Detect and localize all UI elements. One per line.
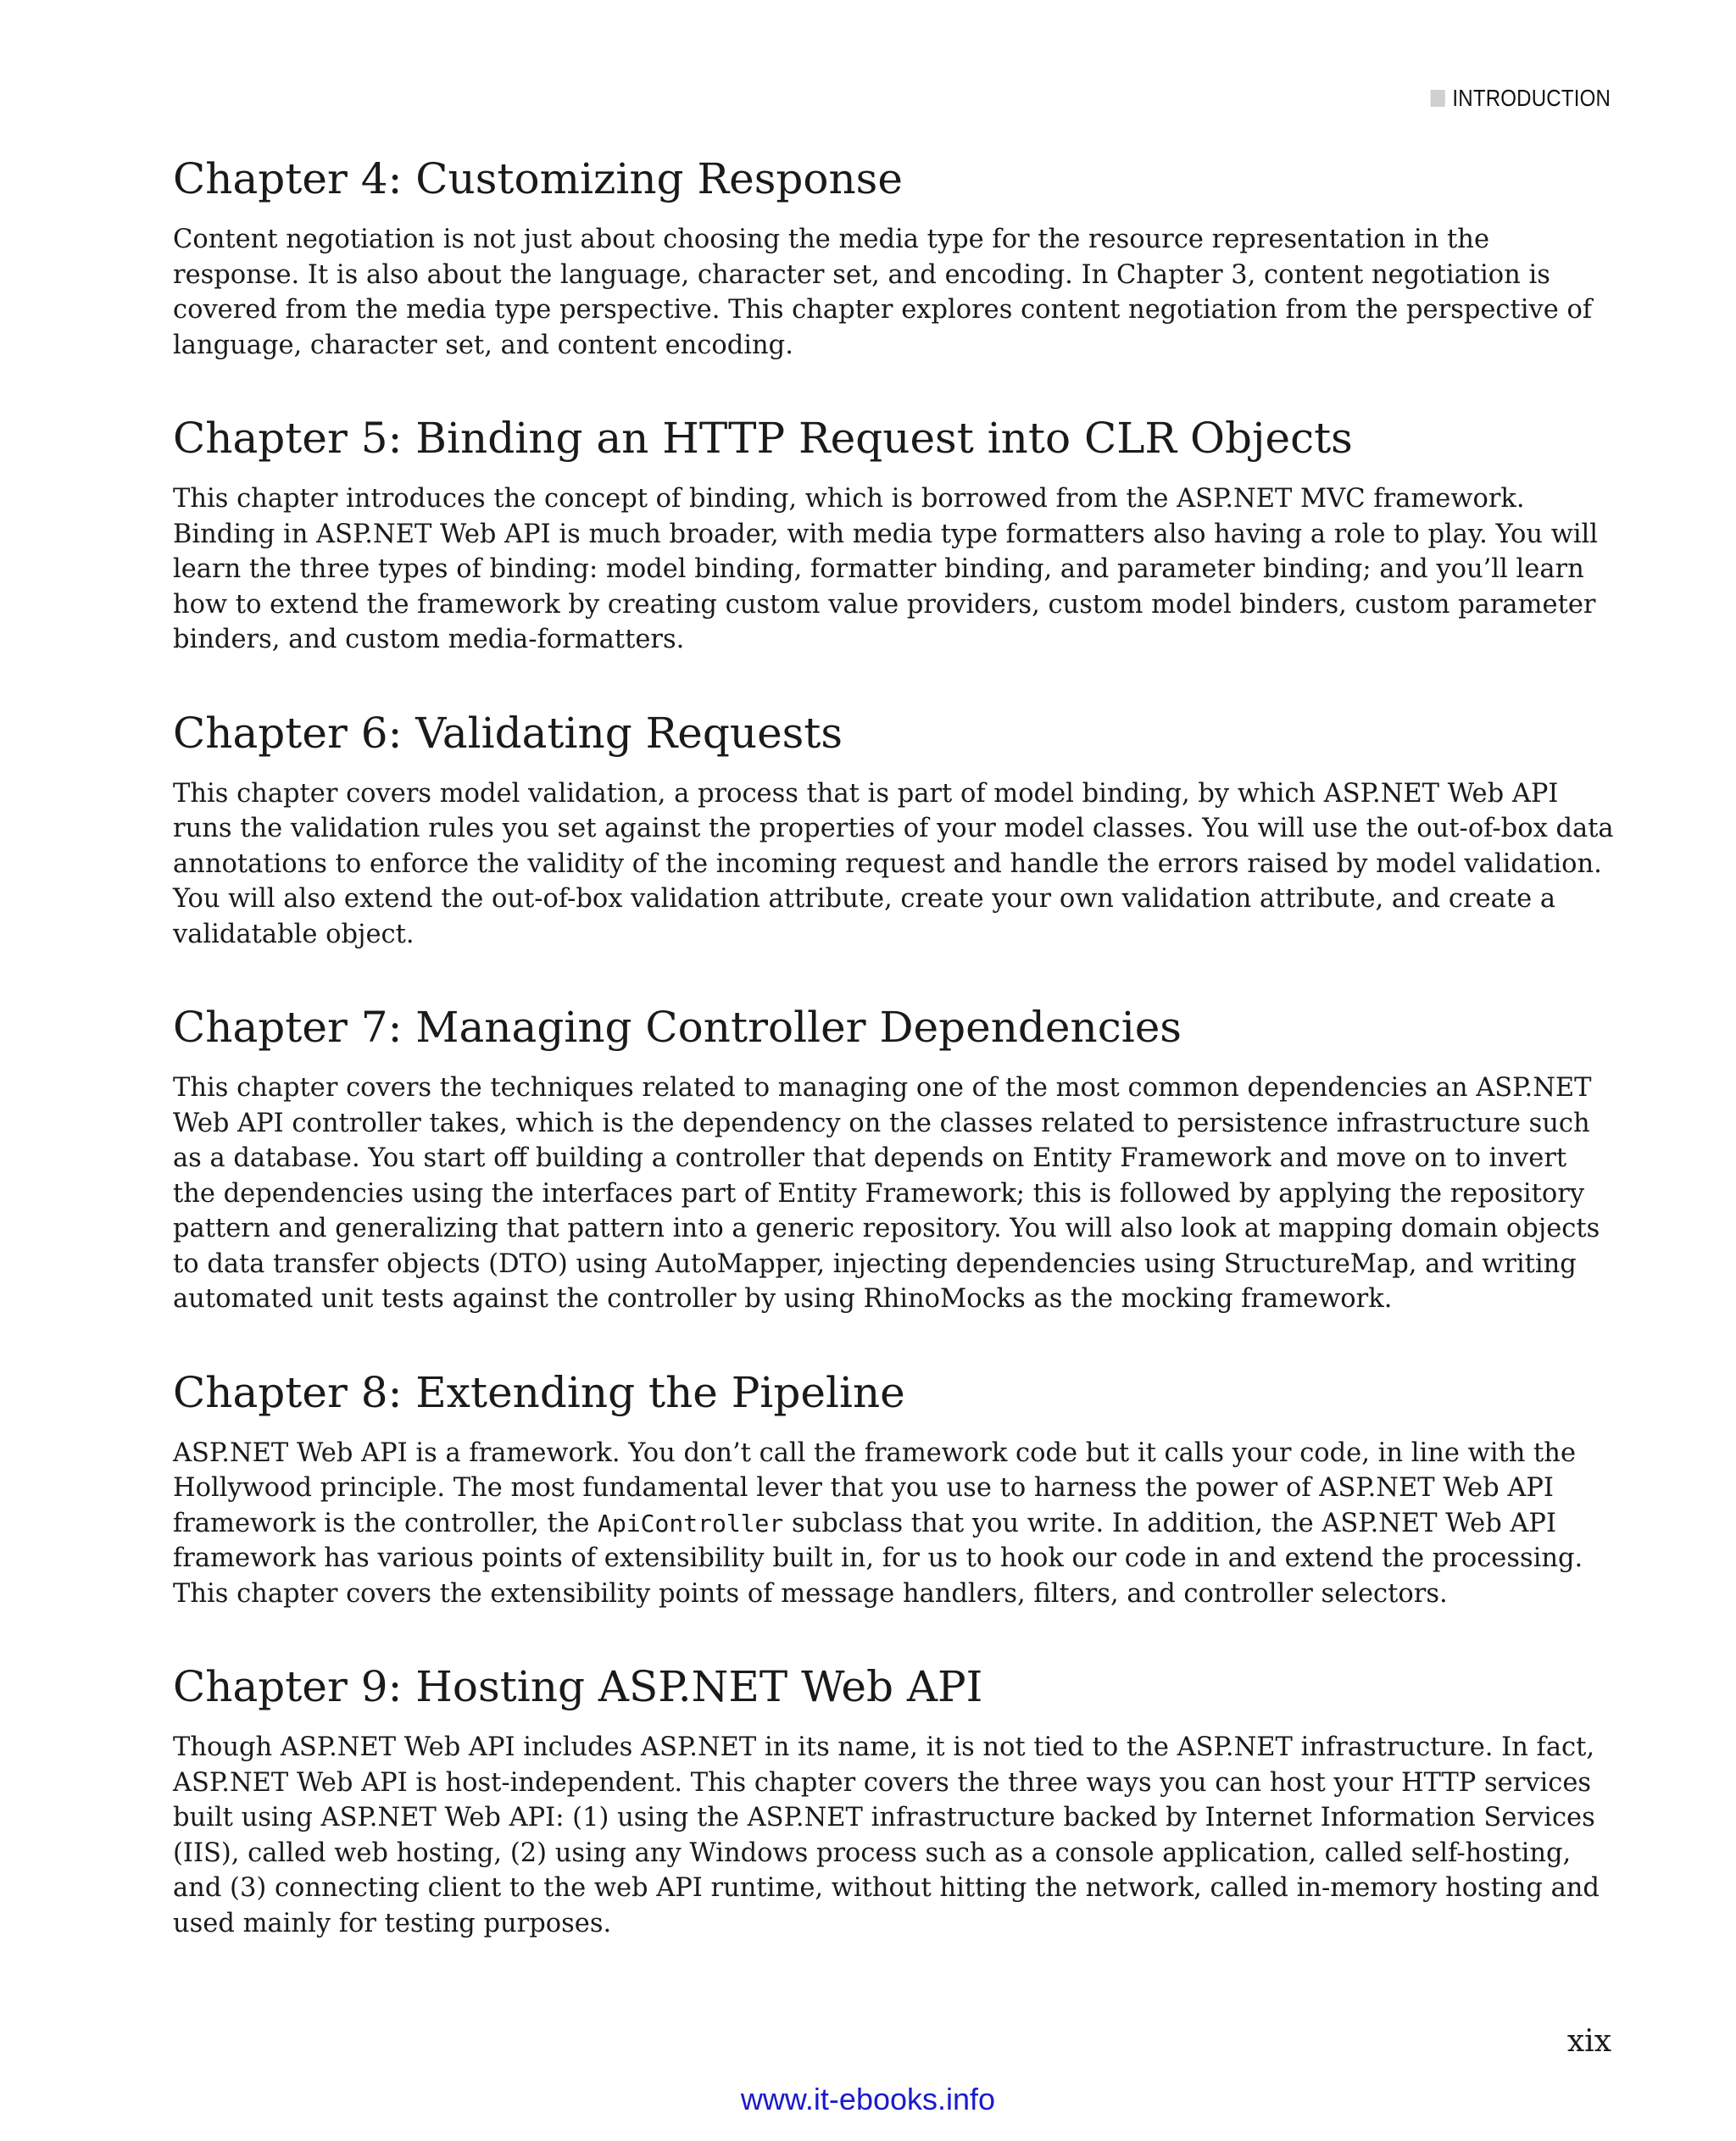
chapter-6-heading: Chapter 6: Validating Requests (173, 708, 843, 758)
chapter-8-section (173, 1366, 1614, 1612)
chapter-5-heading: Chapter 5: Binding an HTTP Request into CLR Objects (173, 414, 1353, 463)
chapter-9-section (173, 1660, 1614, 1941)
chapter-6-section (173, 707, 1614, 953)
running-head-label: INTRODUCTION (1452, 85, 1611, 111)
chapter-4-body: Content negotiation is not just about choosing the media type for the resource representation in the response. It is also about the language, character set, and encoding. In Chapter 3, content negotiation is covered from the media type perspective. This chapter explores content negotiation from the perspective of language, character set, and content encoding. (173, 225, 1593, 360)
chapter-9-heading: Chapter 9: Hosting ASP.NET Web API (173, 1662, 983, 1711)
chapter-8-body-start: ASP.NET Web API is a framework. You don’t call the framework code but it calls your code, in line with the Hollywood principle. The most fundamental lever that you use to harness the power of ASP.NET Web API framework is the controller, the (173, 1438, 1576, 1538)
chapter-5-body: This chapter introduces the concept of binding, which is borrowed from the ASP.NET MVC framework. Binding in ASP.NET Web API is much broader, with media type formatters also having a role to play. You will learn the three types of binding: model binding, formatter binding, and parameter binding; and you’ll learn how to extend the framework by creating custom value providers, custom model binders, custom parameter binders, and custom media-formatters. (173, 484, 1599, 654)
chapter-4-heading: Chapter 4: Customizing Response (173, 154, 903, 203)
apicontroller-code: ApiController (598, 1509, 784, 1538)
chapter-7-heading: Chapter 7: Managing Controller Dependencies (173, 1003, 1182, 1052)
chapter-9-body: Though ASP.NET Web API includes ASP.NET in its name, it is not tied to the ASP.NET infrastructure. In fact, ASP.NET Web API is host-independent. This chapter covers the three ways you can host your HTTP services built using ASP.NET Web API: (1) using the ASP.NET infrastructure backed by Internet Information Services (IIS), called web hosting, (2) using any Windows process such as a console application, called self-hosting, and (3) connecting client to the web API runtime, without hitting the network, called in-memory hosting and used mainly for testing purposes. (173, 1732, 1600, 1938)
watermark-link[interactable]: www.it-ebooks.info (740, 2082, 996, 2116)
section-marker-square (1431, 90, 1445, 107)
chapter-8-body (173, 1436, 1614, 1612)
chapter-4-section (173, 153, 1614, 363)
chapter-7-section (173, 1001, 1614, 1317)
page-content (173, 153, 1614, 1990)
chapter-5-section (173, 412, 1614, 658)
chapter-6-body: This chapter covers model validation, a process that is part of model binding, by which ASP.NET Web API runs the validation rules you set against the properties of your model classes. You will use the out-of-box data annotations to enforce the validity of the incoming request and handle the errors raised by model validation. You will also extend the out-of-box validation attribute, create your own validation attribute, and create a validatable object. (173, 778, 1614, 949)
chapter-8-body-end: subclass that you write. In addition, the ASP.NET Web API framework has various points of extensibility built in, for us to hook our code in and extend the processing. This chapter covers the extensibility points of message handlers, filters, and controller selectors. (173, 1508, 1583, 1609)
running-head (1431, 85, 1611, 112)
chapter-8-heading: Chapter 8: Extending the Pipeline (173, 1367, 905, 1417)
chapter-7-body: This chapter covers the techniques related to managing one of the most common dependencies an ASP.NET Web API controller takes, which is the dependency on the classes related to persistence infrastructure such as a database. You start off building a controller that depends on Entity Framework and move on to invert the dependencies using the interfaces part of Entity Framework; this is followed by applying the repository pattern and generalizing that pattern into a generic repository. You will also look at mapping domain objects to data transfer objects (DTO) using AutoMapper, injecting dependencies using StructureMap, and writing automated unit tests against the controller by using RhinoMocks as the mocking framework. (173, 1073, 1600, 1314)
page-number: xix (1566, 2024, 1611, 2059)
